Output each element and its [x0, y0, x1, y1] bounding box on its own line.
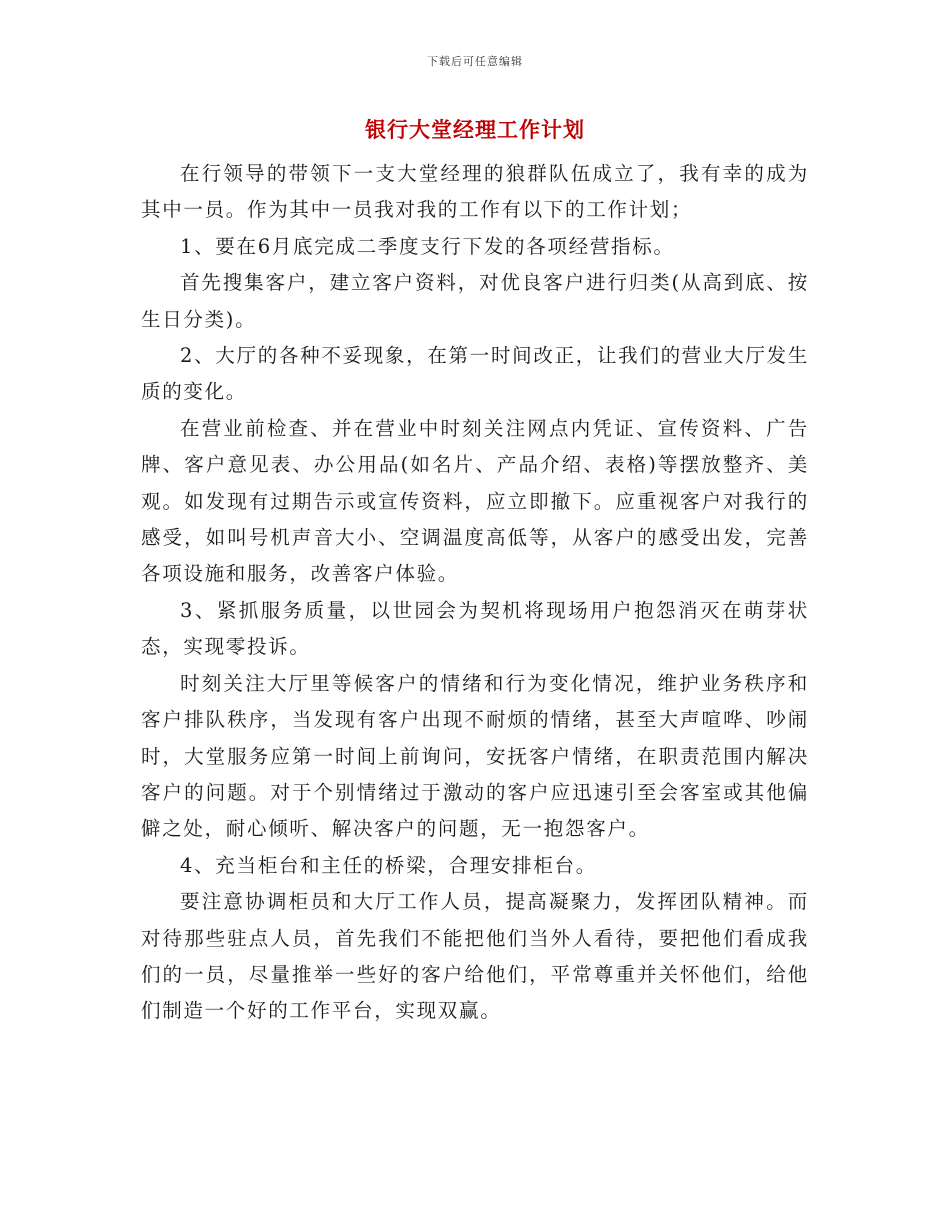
document-body	[141, 156, 809, 1030]
paragraph-item-2-heading: 2、大厅的各种不妥现象，在第一时间改正，让我们的营业大厅发生质的变化。	[141, 344, 809, 404]
paragraph-intro: 在行领导的带领下一支大堂经理的狼群队伍成立了，我有幸的成为其中一员。作为其中一员我对我的工作有以下的工作计划；	[141, 162, 809, 222]
paragraph-item-3-heading: 3、紧抓服务质量，以世园会为契机将现场用户抱怨消灭在萌芽状态，实现零投诉。	[141, 598, 809, 659]
document-title: 银行大堂经理工作计划	[365, 117, 585, 142]
paragraph-item-4-heading: 4、充当柜台和主任的桥梁，合理安排柜台。	[180, 853, 597, 877]
paragraph-item-1-heading: 1、要在6月底完成二季度支行下发的各项经营指标。	[180, 234, 675, 258]
paragraph-item-4-detail: 要注意协调柜员和大厅工作人员，提高凝聚力，发挥团队精神。而对待那些驻点人员，首先我们不能把他们当外人看待，要把他们看成我们的一员，尽量推举一些好的客户给他们，平常尊重并关怀他们，给他们制造一个好的工作平台，实现双赢。	[141, 890, 809, 1023]
paragraph-item-3-detail: 时刻关注大厅里等候客户的情绪和行为变化情况，维护业务秩序和客户排队秩序，当发现有客户出现不耐烦的情绪，甚至大声喧哗、吵闹时，大堂服务应第一时间上前询问，安抚客户情绪，在职责范围内解决客户的问题。对于个别情绪过于激动的客户应迅速引至会客室或其他偏僻之处，耐心倾听、解决客户的问题，无一抱怨客户。	[141, 671, 809, 841]
header-note: 下载后可任意编辑	[427, 55, 523, 68]
paragraph-item-2-detail: 在营业前检查、并在营业中时刻关注网点内凭证、宣传资料、广告牌、客户意见表、办公用品(如名片、产品介绍、表格)等摆放整齐、美观。如发现有过期告示或宣传资料，应立即撤下。应重视客户对我行的感受，如叫号机声音大小、空调温度高低等，从客户的感受出发，完善各项设施和服务，改善客户体验。	[141, 416, 809, 586]
paragraph-item-1-detail: 首先搜集客户，建立客户资料，对优良客户进行归类(从高到底、按生日分类)。	[141, 271, 809, 331]
